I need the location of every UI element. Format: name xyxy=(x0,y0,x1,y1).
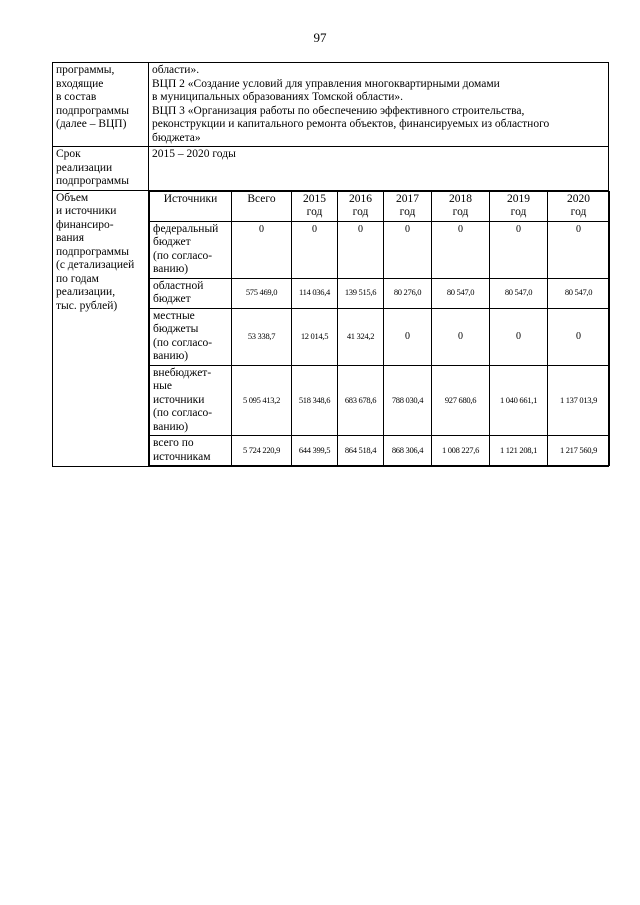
value-cell: 0 xyxy=(292,221,338,278)
value-cell: 41 324,2 xyxy=(338,308,384,365)
header-2020: 2020 год xyxy=(548,191,610,221)
finance-label: Объем и источники финансиро- вания подпрограммы (с детализацией по годам реализации, тыс. рублей) xyxy=(53,190,149,467)
value-cell: 80 547,0 xyxy=(432,278,490,308)
value-cell: 575 469,0 xyxy=(232,278,292,308)
value-cell: 0 xyxy=(384,221,432,278)
value-cell: 5 095 413,2 xyxy=(232,365,292,436)
value-cell: 12 014,5 xyxy=(292,308,338,365)
value-cell: 0 xyxy=(432,221,490,278)
source-name: всего по источникам xyxy=(150,436,232,466)
value-cell: 0 xyxy=(548,308,610,365)
table-row xyxy=(150,436,610,466)
value-cell: 0 xyxy=(490,308,548,365)
value-cell: 139 515,6 xyxy=(338,278,384,308)
table-row xyxy=(150,365,610,436)
table-row xyxy=(150,278,610,308)
page-number: 97 xyxy=(313,30,327,45)
value-cell: 53 338,7 xyxy=(232,308,292,365)
term-row xyxy=(53,147,609,191)
value-cell: 5 724 220,9 xyxy=(232,436,292,466)
value-cell: 0 xyxy=(384,308,432,365)
value-cell: 0 xyxy=(432,308,490,365)
value-cell: 788 030,4 xyxy=(384,365,432,436)
finance-header-row xyxy=(150,191,610,221)
value-cell: 0 xyxy=(548,221,610,278)
finance-table xyxy=(149,191,610,467)
header-total: Всего xyxy=(232,191,292,221)
term-label: Срок реализации подпрограммы xyxy=(53,147,149,191)
value-cell: 644 399,5 xyxy=(292,436,338,466)
value-cell: 864 518,4 xyxy=(338,436,384,466)
vcp-text: области». ВЦП 2 «Создание условий для управления многоквартирными домами в муниципальных образованиях Томской области». ВЦП 3 «Организация работы по обеспечению эффективного строительства, реконструкции и капитального ремонта объектов, финансируемых из областного бюджета» xyxy=(149,63,609,147)
value-cell: 80 547,0 xyxy=(490,278,548,308)
value-cell: 868 306,4 xyxy=(384,436,432,466)
value-cell: 927 680,6 xyxy=(432,365,490,436)
header-2019: 2019 год xyxy=(490,191,548,221)
table-row xyxy=(150,308,610,365)
passport-table xyxy=(52,62,609,467)
finance-row xyxy=(53,190,609,467)
header-2016: 2016 год xyxy=(338,191,384,221)
source-name: федеральный бюджет (по согласо- ванию) xyxy=(150,221,232,278)
value-cell: 1 008 227,6 xyxy=(432,436,490,466)
source-name: областной бюджет xyxy=(150,278,232,308)
table-row xyxy=(150,221,610,278)
finance-cell xyxy=(149,190,609,467)
value-cell: 683 678,6 xyxy=(338,365,384,436)
header-2015: 2015 год xyxy=(292,191,338,221)
vcp-label: программы, входящие в состав подпрограммы (далее – ВЦП) xyxy=(53,63,149,147)
value-cell: 114 036,4 xyxy=(292,278,338,308)
vcp-row xyxy=(53,63,609,147)
source-name: местные бюджеты (по согласо- ванию) xyxy=(150,308,232,365)
term-text: 2015 – 2020 годы xyxy=(149,147,609,191)
source-name: внебюджет- ные источники (по согласо- ванию) xyxy=(150,365,232,436)
value-cell: 0 xyxy=(232,221,292,278)
value-cell: 0 xyxy=(338,221,384,278)
header-2017: 2017 год xyxy=(384,191,432,221)
value-cell: 0 xyxy=(490,221,548,278)
value-cell: 1 040 661,1 xyxy=(490,365,548,436)
value-cell: 518 348,6 xyxy=(292,365,338,436)
value-cell: 1 121 208,1 xyxy=(490,436,548,466)
value-cell: 80 276,0 xyxy=(384,278,432,308)
header-2018: 2018 год xyxy=(432,191,490,221)
value-cell: 1 217 560,9 xyxy=(548,436,610,466)
value-cell: 1 137 013,9 xyxy=(548,365,610,436)
value-cell: 80 547,0 xyxy=(548,278,610,308)
header-sources: Источники xyxy=(150,191,232,221)
